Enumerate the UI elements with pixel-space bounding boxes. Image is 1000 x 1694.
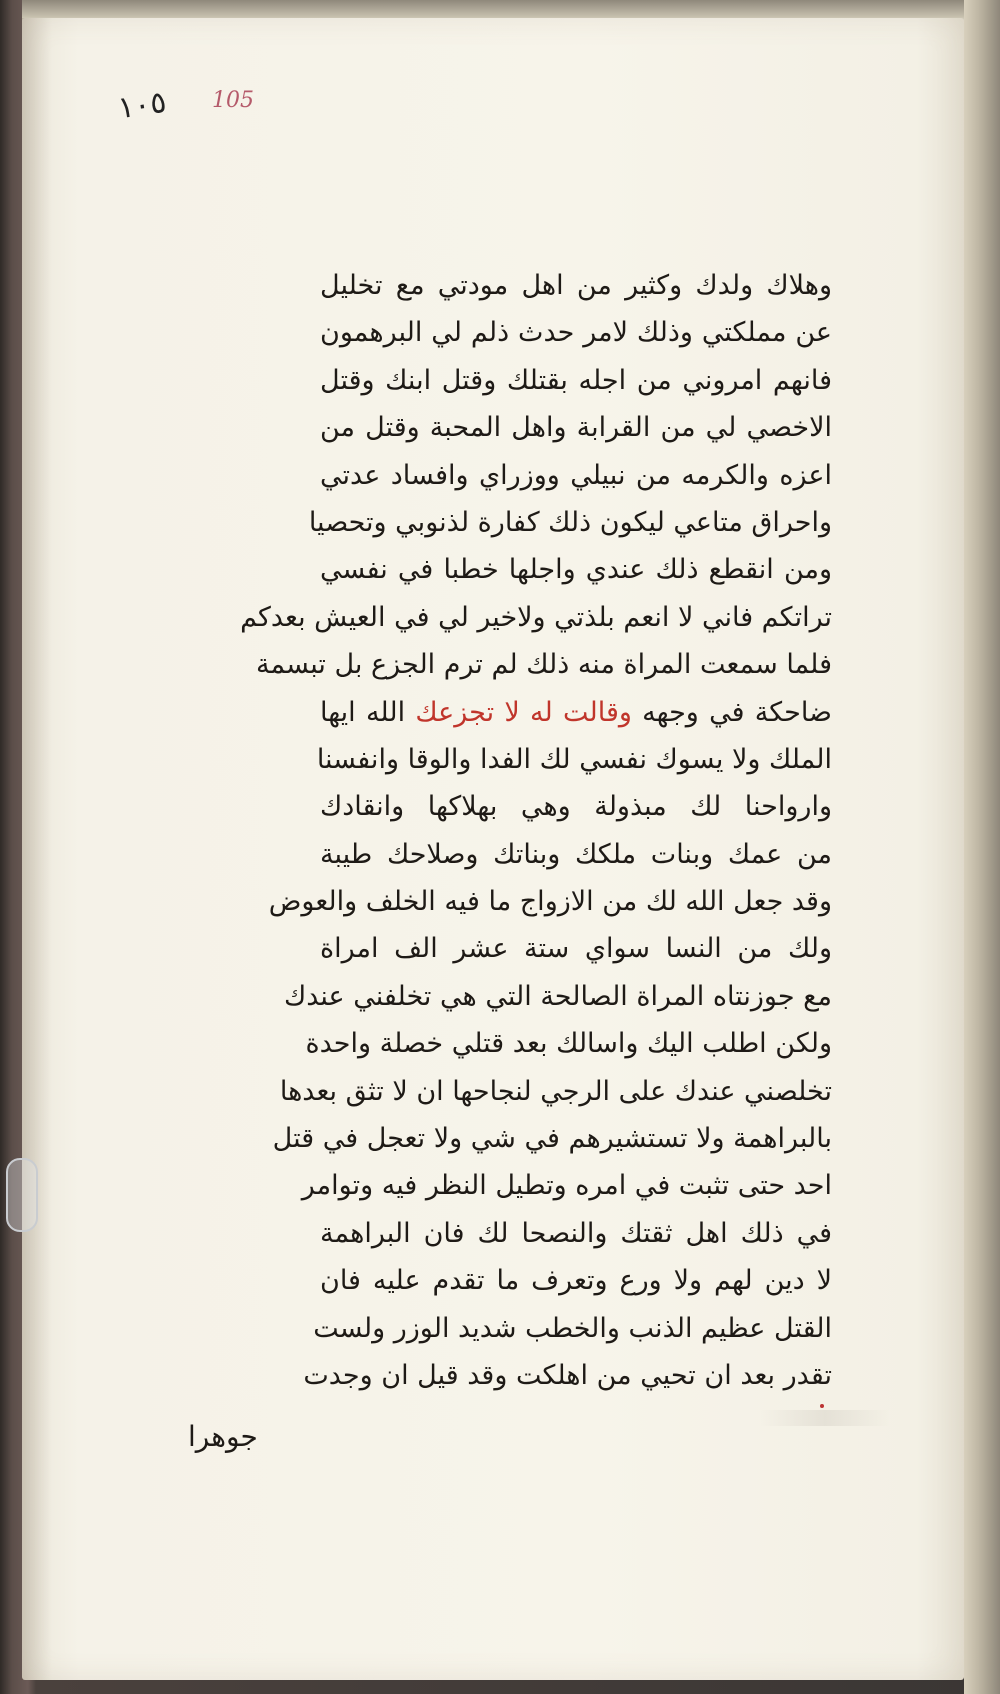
text-line: بالبراهمة ولا تستشيرهم في شي ولا تعجل في قتل [272, 1123, 832, 1155]
text-line: تراتكم فاني لا انعم بلذتي ولاخير لي في العيش بعدكم [240, 601, 832, 633]
folio-number-ink: ١٠٥ [115, 84, 169, 127]
text-line: في ذلك اهل ثقتك والنصحا لك فان البراهمة [320, 1217, 832, 1249]
text-line: عن مملكتي وذلك لامر حدث ذلم لي البرهمون [320, 317, 832, 349]
main-text-block [240, 262, 832, 1399]
text-line-rubric [320, 689, 832, 736]
text-line: ولك من النسا سواي ستة عشر الف امراة [320, 933, 832, 965]
text-line: من عمك وبنات ملكك وبناتك وصلاحك طيبة [320, 838, 832, 870]
text-line: مع جوزنتاه المراة الصالحة التي هي تخلفني عندك [283, 980, 832, 1012]
text-line: وقد جعل الله لك من الازواج ما فيه الخلف والعوض [268, 886, 832, 918]
text-line: ومن انقطع ذلك عندي واجلها خطبا في نفسي [320, 554, 832, 586]
text-line: وهلاك ولدك وكثير من اهل مودتي مع تخليل [320, 270, 832, 301]
text-segment: الله ايها [320, 696, 406, 728]
folio-number-pencil: 105 [212, 88, 254, 113]
text-line: الملك ولا يسوك نفسي لك الفدا والوقا وانفسنا [316, 743, 832, 775]
text-line: تقدر بعد ان تحيي من اهلكت وقد قيل ان وجدت [303, 1359, 832, 1391]
page-clip [6, 1158, 38, 1232]
text-segment: ضاحكة في وجهه [642, 696, 832, 728]
text-line: فانهم امروني من اجله بقتلك وقتل ابنك وقتل [320, 364, 832, 396]
catchword: جوهرا [188, 1420, 258, 1453]
text-line: القتل عظيم الذنب والخطب شديد الوزر ولست [313, 1312, 832, 1344]
text-line: احد حتى تثبت في امره وتطيل النظر فيه وتوامر [301, 1170, 832, 1202]
text-line: فلما سمعت المراة منه ذلك لم ترم الجزع بل تبسمة [256, 649, 832, 681]
show-through-ink [760, 1410, 890, 1426]
text-line: ولكن اطلب اليك واسالك بعد قتلي خصلة واحدة [305, 1028, 832, 1060]
stacked-pages-edge [964, 0, 1000, 1694]
ink-dot [820, 1404, 824, 1408]
gutter-shadow [22, 18, 52, 1680]
text-line: الاخصي لي من القرابة واهل المحبة وقتل من [320, 412, 832, 444]
text-line: لا دين لهم ولا ورع وتعرف ما تقدم عليه فان [320, 1265, 832, 1297]
text-line: تخلصني عندك على الرجي لنجاحها ان لا تثق بعدها [279, 1075, 832, 1107]
text-line: واحراق متاعي ليكون ذلك كفارة لذنوبي وتحصيا [308, 506, 832, 538]
rubricated-phrase: وقالت له لا تجزعك [415, 696, 632, 728]
text-line: اعزه والكرمه من نبيلي ووزراي وافساد عدتي [320, 459, 832, 491]
text-line: وارواحنا لك مبذولة وهي بهلاكها وانقادك [320, 791, 832, 823]
